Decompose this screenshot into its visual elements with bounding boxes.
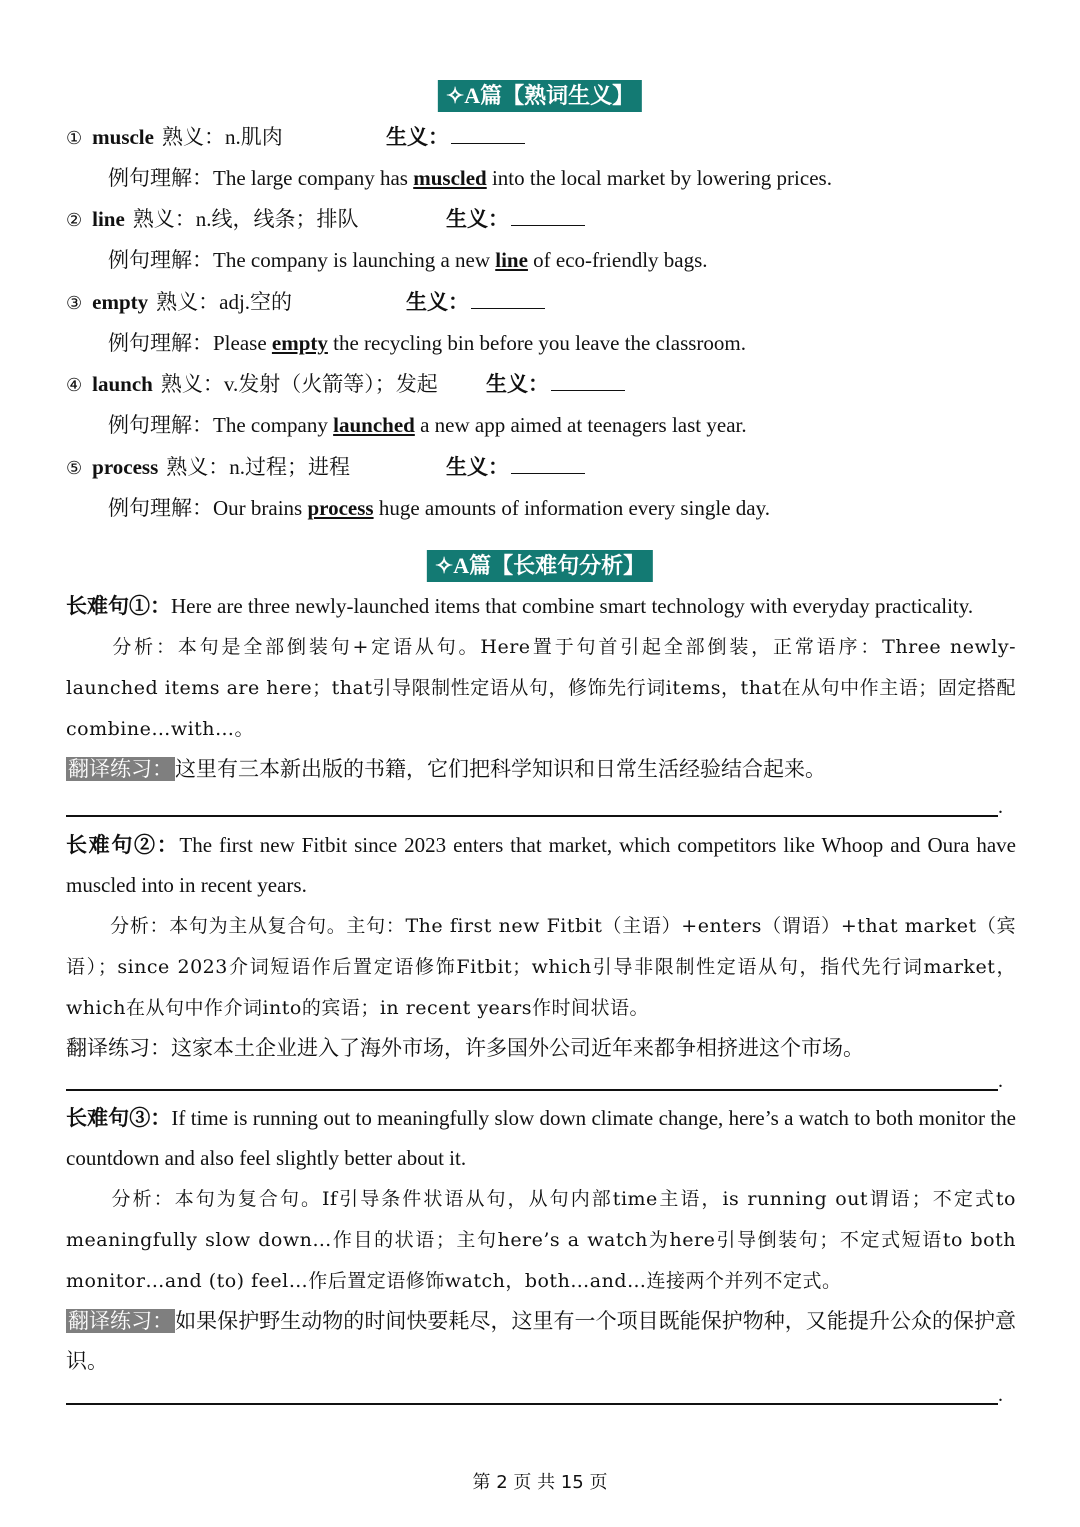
example-text: a new app aimed at teenagers last year. [414, 413, 747, 437]
practice-label: 翻译练习： [68, 1309, 174, 1333]
sentence-block-2 [66, 825, 1016, 1068]
line-end-dot: . [998, 796, 1003, 818]
example-keyword: launched [333, 413, 415, 437]
example-text: The company [213, 413, 334, 437]
answer-line[interactable] [66, 1403, 998, 1405]
example-text: Please [213, 331, 272, 355]
answer-blank[interactable] [451, 125, 525, 144]
example-text: the recycling bin before you leave the classroom. [327, 331, 746, 355]
item-number: ⑤ [66, 458, 83, 479]
new-meaning-field[interactable] [446, 204, 585, 234]
example-sentence [108, 493, 770, 523]
sentence-label: 长难句②： [66, 833, 180, 857]
new-meaning-label: 生义： [486, 372, 549, 396]
line-end-dot: . [998, 1384, 1003, 1406]
practice-text: 如果保护野生动物的时间快要耗尽，这里有一个项目既能保护物种，又能提升公众的保护意识。 [66, 1309, 1017, 1373]
section-title-sentences: ✧A篇【长难句分析】 [427, 550, 653, 582]
example-text: of eco-friendly bags. [527, 248, 708, 272]
practice-label: 翻译练习： [66, 1036, 171, 1060]
example-text: The company is launching a new [213, 248, 496, 272]
new-meaning-label: 生义： [406, 290, 469, 314]
item-number: ③ [66, 293, 83, 314]
analysis-text: 分析：本句为复合句。If引导条件状语从句，从句内部time主语，is running out谓语；不定式to meaningfully slow down…作目的状语；主句here’s a watch为here引导倒装句；不定式短语to both monitor…and (to) feel…作后置定语修饰watch，both…and…连接两个并列不定式。 [66, 1188, 1016, 1292]
example-label: 例句理解： [108, 331, 213, 355]
answer-blank[interactable] [511, 207, 585, 226]
vocab-item-launch [66, 369, 438, 401]
example-keyword: empty [271, 331, 328, 355]
vocab-item-muscle [66, 122, 283, 154]
vocab-item-process [66, 452, 350, 484]
item-number: ④ [66, 375, 83, 396]
new-meaning-field[interactable] [446, 452, 585, 482]
practice-label: 翻译练习： [68, 757, 173, 781]
new-meaning-label: 生义： [446, 207, 509, 231]
section-title-vocab: ✧A篇【熟词生义】 [438, 80, 642, 112]
sentence-label: 长难句①： [66, 594, 171, 618]
item-number: ① [66, 128, 83, 149]
example-text: Our brains [213, 496, 308, 520]
new-meaning-field[interactable] [406, 287, 545, 317]
example-keyword: process [307, 496, 374, 520]
example-label: 例句理解： [108, 413, 213, 437]
example-keyword: line [495, 248, 528, 272]
vocab-word: muscle [92, 125, 154, 149]
vocab-word: line [92, 207, 125, 231]
sentence-label: 长难句③： [66, 1106, 172, 1130]
page-footer: 第 2 页 共 15 页 [472, 1472, 608, 1493]
new-meaning-field[interactable] [486, 369, 625, 399]
known-meaning: 熟义：n.肌肉 [161, 125, 283, 149]
example-text: The large company has [213, 166, 414, 190]
example-sentence [108, 245, 708, 275]
vocab-word: launch [92, 372, 153, 396]
vocab-item-empty [66, 287, 292, 319]
answer-blank[interactable] [551, 372, 625, 391]
sentence-text: Here are three newly-launched items that combine smart technology with everyday practicality. [171, 594, 974, 618]
new-meaning-field[interactable] [386, 122, 525, 152]
known-meaning: 熟义：adj.空的 [156, 290, 293, 314]
example-label: 例句理解： [108, 496, 213, 520]
sentence-text: If time is running out to meaningfully slow down climate change, here’s a watch to both monitor the countdown and also feel slightly better about it. [66, 1106, 1017, 1170]
example-sentence [108, 163, 832, 193]
example-sentence [108, 328, 746, 358]
item-number: ② [66, 210, 83, 231]
known-meaning: 熟义：v.发射（火箭等）；发起 [160, 372, 438, 396]
new-meaning-label: 生义： [386, 125, 449, 149]
example-text: huge amounts of information every single day. [373, 496, 770, 520]
example-label: 例句理解： [108, 166, 213, 190]
practice-text: 这里有三本新出版的书籍，它们把科学知识和日常生活经验结合起来。 [175, 757, 826, 781]
answer-blank[interactable] [511, 455, 585, 474]
analysis-text: 分析：本句是全部倒装句+定语从句。Here置于句首引起全部倒装，正常语序：Three newly-launched items are here；that引导限制性定语从句，修饰先行词items，that在从句中作主语；固定搭配combine…with…。 [66, 636, 1016, 740]
vocab-word: empty [92, 290, 149, 314]
example-sentence [108, 410, 747, 440]
known-meaning: 熟义：n.线，线条；排队 [132, 207, 359, 231]
analysis-text: 分析：本句为主从复合句。主句：The first new Fitbit（主语）+enters（谓语）+that market（宾语）；since 2023介词短语作后置定语修饰Fitbit；which引导非限制性定语从句，指代先行词market，which在从句中作介词into的宾语；in recent years作时间状语。 [66, 915, 1016, 1019]
answer-line[interactable] [66, 815, 998, 817]
vocab-item-line [66, 204, 359, 236]
sentence-block-3 [66, 1098, 1016, 1381]
line-end-dot: . [998, 1070, 1003, 1092]
sentence-block-1 [66, 586, 1016, 789]
vocab-word: process [92, 455, 159, 479]
example-label: 例句理解： [108, 248, 213, 272]
example-keyword: muscled [413, 166, 487, 190]
known-meaning: 熟义：n.过程；进程 [166, 455, 350, 479]
example-text: into the local market by lowering prices. [486, 166, 832, 190]
answer-blank[interactable] [471, 290, 545, 309]
sentence-text: The first new Fitbit since 2023 enters that market, which competitors like Whoop and Oura have muscled into in recent years. [66, 833, 1017, 897]
answer-line[interactable] [66, 1089, 998, 1091]
new-meaning-label: 生义： [446, 455, 509, 479]
practice-text: 这家本土企业进入了海外市场，许多国外公司近年来都争相挤进这个市场。 [171, 1036, 864, 1060]
